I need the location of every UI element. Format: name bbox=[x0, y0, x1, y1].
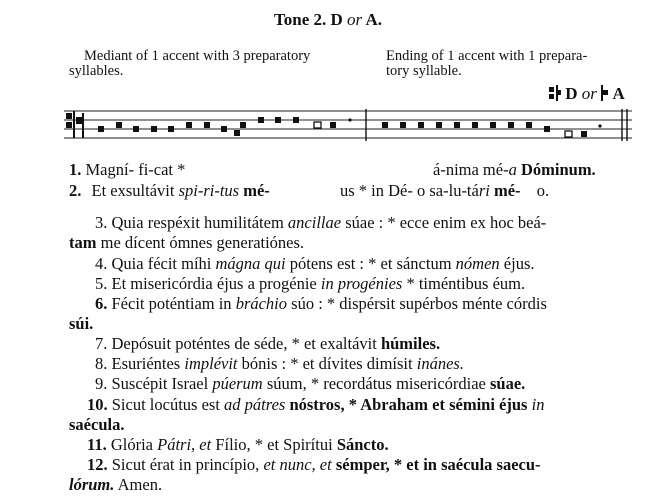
verse-6: 6. Fécit poténtiam in bráchio súo : * dispérsit supérbos ménte córdis bbox=[95, 294, 547, 313]
verse-4: 4. Quia fécit míhi mágna qui pótens est : * et sánctum nómen éjus. bbox=[95, 254, 535, 273]
verse-10-cont: saécula. bbox=[69, 415, 125, 434]
ending-note: Ending of 1 accent with 1 prepara- bbox=[386, 48, 588, 64]
verse-10: 10. Sicut locútus est ad pátres nóstros, * Abraham et sémini éjus in bbox=[87, 395, 545, 414]
verse-9: 9. Suscépit Israel púerum súum, * recordátus misericórdiae súae. bbox=[95, 374, 526, 393]
clef-label: D or A bbox=[549, 83, 625, 104]
title-suffix: A. bbox=[365, 10, 383, 29]
example-line-1: 1. Magní- fi-cat * bbox=[69, 160, 186, 179]
verse-5: 5. Et misericórdia éjus a progénie in progénies * timéntibus éum. bbox=[95, 274, 526, 293]
verse-7: 7. Depósuit poténtes de séde, * et exaltávit húmiles. bbox=[95, 334, 441, 353]
page-title bbox=[0, 10, 656, 30]
ending-note-line2: tory syllable. bbox=[386, 63, 462, 79]
example-line-1-ending: á-nima mé-a Dóminum. bbox=[433, 160, 596, 179]
title-text: Tone 2. D bbox=[273, 10, 343, 29]
do-clef-icon bbox=[66, 111, 84, 138]
example-line-2-ending: us * in Dé- o sa-lu-tári mé- o. bbox=[340, 181, 550, 200]
verse-12: 12. Sicut érat in princípio, et nunc, et sémper, * et in saécula saecu- bbox=[87, 455, 541, 474]
verse-12-cont: lórum. Amen. bbox=[69, 475, 163, 494]
mediant-note: Mediant of 1 accent with 3 preparatory bbox=[84, 48, 311, 64]
clef-icon bbox=[549, 85, 561, 101]
verse-3-cont: tam me dícent ómnes generatiónes. bbox=[69, 233, 305, 252]
mediant-note-line2: syllables. bbox=[69, 63, 124, 79]
chant-staff bbox=[64, 105, 632, 145]
title-or: or bbox=[347, 10, 363, 29]
verse-11: 11. Glória Pátri, et Fílio, * et Spirítui Sáncto. bbox=[87, 435, 389, 454]
example-line-2: 2. Et exsultávit spi-ri-tus mé- bbox=[69, 181, 270, 200]
clef-icon-2 bbox=[601, 85, 609, 101]
verse-6-cont: súi. bbox=[69, 314, 94, 333]
verse-3: 3. Quia respéxit humilitátem ancillae súae : * ecce enim ex hoc beá- bbox=[95, 213, 547, 232]
verse-8: 8. Esuriéntes implévit bónis : * et dívites dimísit inánes. bbox=[95, 354, 464, 373]
